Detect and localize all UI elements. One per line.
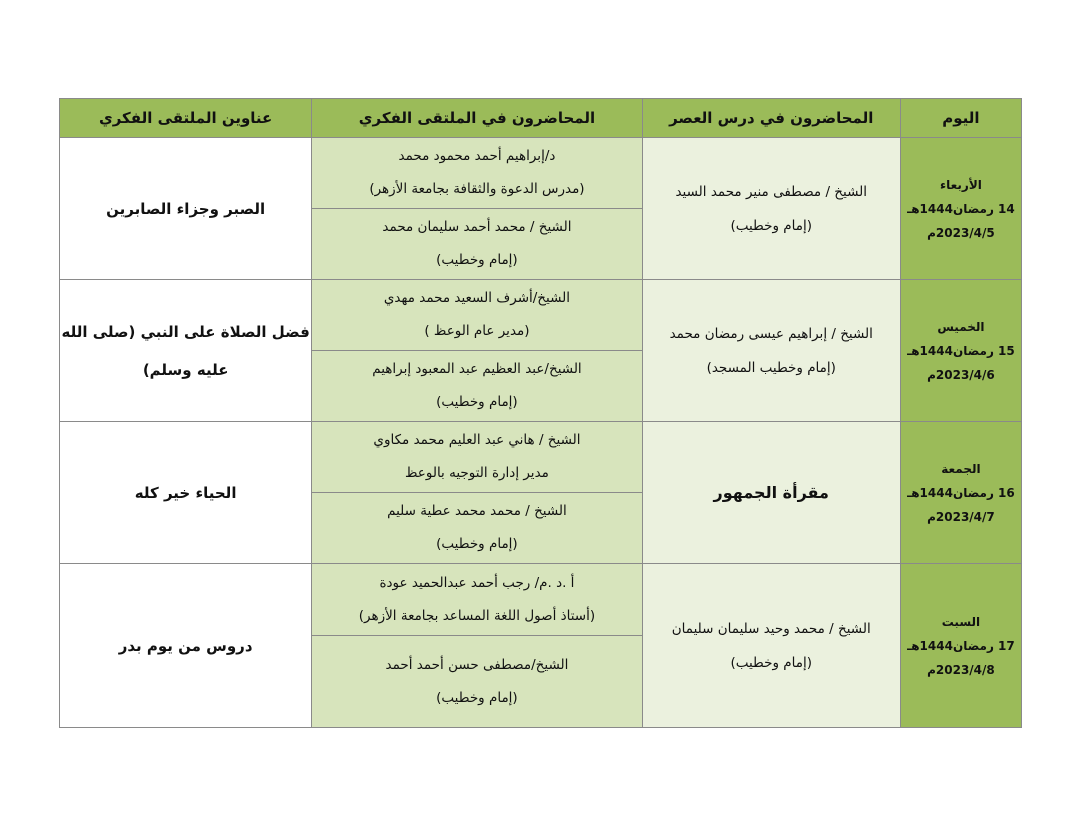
forum-lecturer-name: الشيخ / محمد محمد عطية سليم [387, 503, 567, 519]
header-forum-titles: عناوين الملتقى الفكري [60, 99, 312, 138]
forum-lecturers-cell [312, 138, 642, 280]
asr-lecturer-cell [642, 280, 900, 422]
forum-lecturer-role: (مدير عام الوعظ ) [424, 323, 530, 339]
forum-title-cell: الصبر وجزاء الصابرين [60, 138, 312, 280]
forum-lecturer-role: (مدرس الدعوة والثقافة بجامعة الأزهر) [369, 181, 585, 197]
asr-lecturer-name: الشيخ / محمد وحيد سليمان سليمان [671, 620, 871, 637]
hijri-date: 14 رمضان1444هـ [907, 201, 1015, 216]
forum-lecturers-cell [312, 280, 642, 422]
forum-lecturer [312, 422, 641, 492]
day-name: الأربعاء [939, 177, 982, 192]
forum-lecturer-name: الشيخ/مصطفى حسن أحمد أحمد [385, 656, 569, 673]
asr-lecturer-cell [642, 422, 900, 564]
hijri-date: 16 رمضان1444هـ [907, 485, 1015, 500]
forum-lecturer-role: (إمام وخطيب) [436, 689, 518, 706]
forum-lecturer-role: (أستاذ أصول اللغة المساعد بجامعة الأزهر) [358, 607, 596, 624]
forum-lecturer [312, 280, 641, 350]
forum-lecturer-role: (إمام وخطيب) [436, 252, 518, 268]
forum-lecturer [312, 492, 641, 563]
header-row [60, 99, 1022, 138]
forum-title-cell: فضل الصلاة على النبي (صلى الله عليه وسلم) [60, 280, 312, 422]
forum-title-cell: الحياء خير كله [60, 422, 312, 564]
table-row [60, 280, 1022, 422]
forum-lecturer-role: (إمام وخطيب) [436, 536, 518, 552]
day-cell [900, 422, 1021, 564]
forum-lecturer-name: الشيخ / هاني عبد العليم محمد مكاوي [373, 432, 581, 448]
forum-lecturer [312, 208, 641, 279]
asr-lecturer-role: (إمام وخطيب المسجد) [706, 359, 836, 376]
gregorian-date: 2023/4/6م [927, 367, 995, 382]
day-name: الخميس [937, 319, 985, 334]
asr-lecturer-role: (إمام وخطيب) [730, 217, 813, 234]
day-name: الجمعة [941, 461, 981, 476]
gregorian-date: 2023/4/7م [927, 509, 995, 524]
day-cell [900, 564, 1021, 728]
hijri-date: 17 رمضان1444هـ [907, 638, 1015, 653]
forum-lecturer-role: مدير إدارة التوجيه بالوعظ [404, 465, 549, 481]
forum-lecturer [312, 564, 641, 635]
header-day: اليوم [900, 99, 1021, 138]
asr-session-name: مقرأة الجمهور [713, 482, 829, 502]
forum-lecturer [312, 350, 641, 421]
table-row [60, 138, 1022, 280]
forum-lecturers-cell [312, 564, 642, 728]
asr-lecturer-cell [642, 138, 900, 280]
forum-title-cell: دروس من يوم بدر [60, 564, 312, 728]
hijri-date: 15 رمضان1444هـ [907, 343, 1015, 358]
forum-lecturer-role: (إمام وخطيب) [436, 394, 518, 410]
asr-lecturer-name: الشيخ / إبراهيم عيسى رمضان محمد [669, 325, 873, 342]
header-asr-lecturers: المحاضرون في درس العصر [642, 99, 900, 138]
forum-lecturers-cell [312, 422, 642, 564]
gregorian-date: 2023/4/8م [927, 662, 995, 677]
forum-lecturer [312, 138, 641, 208]
schedule-table [59, 98, 1022, 728]
asr-lecturer-name: الشيخ / مصطفى منير محمد السيد [675, 183, 867, 200]
forum-lecturer-name: أ .د .م/ رجب أحمد عبدالحميد عودة [379, 574, 575, 591]
day-name: السبت [941, 614, 981, 629]
forum-lecturer-name: الشيخ/عبد العظيم عبد المعبود إبراهيم [372, 361, 582, 377]
day-cell [900, 280, 1021, 422]
table-row [60, 422, 1022, 564]
forum-lecturer [312, 635, 641, 727]
forum-lecturer-name: الشيخ / محمد أحمد سليمان محمد [382, 219, 572, 235]
table-row [60, 564, 1022, 728]
day-cell [900, 138, 1021, 280]
header-forum-lecturers: المحاضرون في الملتقى الفكري [312, 99, 642, 138]
gregorian-date: 2023/4/5م [927, 225, 995, 240]
forum-lecturer-name: الشيخ/أشرف السعيد محمد مهدي [383, 290, 571, 306]
asr-lecturer-cell [642, 564, 900, 728]
asr-lecturer-role: (إمام وخطيب) [730, 654, 813, 671]
forum-lecturer-name: د/إبراهيم أحمد محمود محمد [398, 148, 556, 164]
